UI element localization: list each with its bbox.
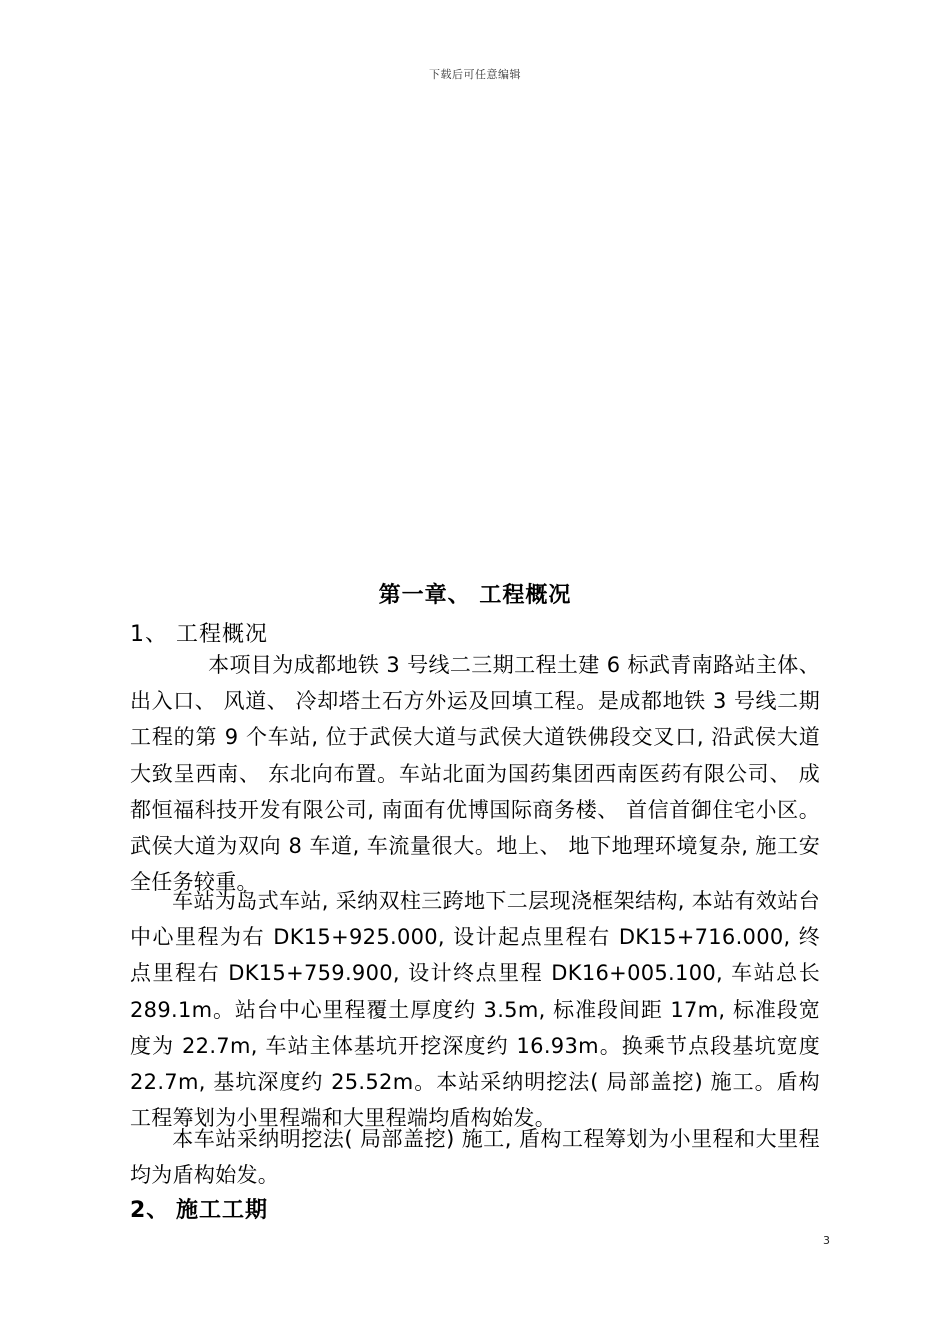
section-heading-1 — [130, 617, 268, 648]
section-heading-2 — [130, 1193, 268, 1224]
section-title: 施工工期 — [176, 1198, 269, 1223]
section-number: 2、 — [130, 1198, 170, 1223]
section-number: 1、 — [130, 622, 168, 647]
paragraph-project-overview — [130, 647, 820, 900]
chapter-title: 第一章、 工程概况 — [378, 583, 572, 608]
paragraph-construction-method — [130, 1121, 820, 1193]
header-note: 下载后可任意编辑 — [429, 68, 521, 81]
paragraph-text: 本车站采纳明挖法( 局部盖挖) 施工, 盾构工程筹划为小里程和大里程均为盾构始发。 — [130, 1127, 820, 1188]
paragraph-text: 本项目为成都地铁 3 号线二三期工程土建 6 标武青南路站主体、 出入口、 风道、 冷却塔土石方外运及回填工程。是成都地铁 3 号线二期工程的第 9 个车站, 位于武侯大道与武侯大道铁佛段交叉口, 沿武侯大道大致呈西南、 东北向布置。车站北面为国药集团西南医药有限公司、 成都恒福科技开发有限公司, 南面有优博国际商务楼、 首信首御住宅小区。武侯大道为双向 8 车道, 车流量很大。地上、 地下地理环境复杂, 施工安全任务较重。 — [130, 653, 820, 895]
page-number: 3 — [823, 1234, 830, 1247]
paragraph-text: 车站为岛式车站, 采纳双柱三跨地下二层现浇框架结构, 本站有效站台中心里程为右 DK15+925.000, 设计起点里程右 DK15+716.000, 终点里程右 DK15+759.900, 设计终点里程 DK16+005.100, 车站总长 289.1m。站台中心里程覆土厚度约 3.5m, 标准段间距 17m, 标准段宽度为 22.7m, 车站主体基坑开挖深度约 16.93m。换乘节点段基坑宽度 22.7m, 基坑深度约 25.52m。本站采纳明挖法( 局部盖挖) 施工。盾构工程筹划为小里程端和大里程端均盾构始发。 — [130, 889, 820, 1131]
paragraph-station-structure — [130, 883, 820, 1136]
section-title: 工程概况 — [176, 622, 269, 647]
